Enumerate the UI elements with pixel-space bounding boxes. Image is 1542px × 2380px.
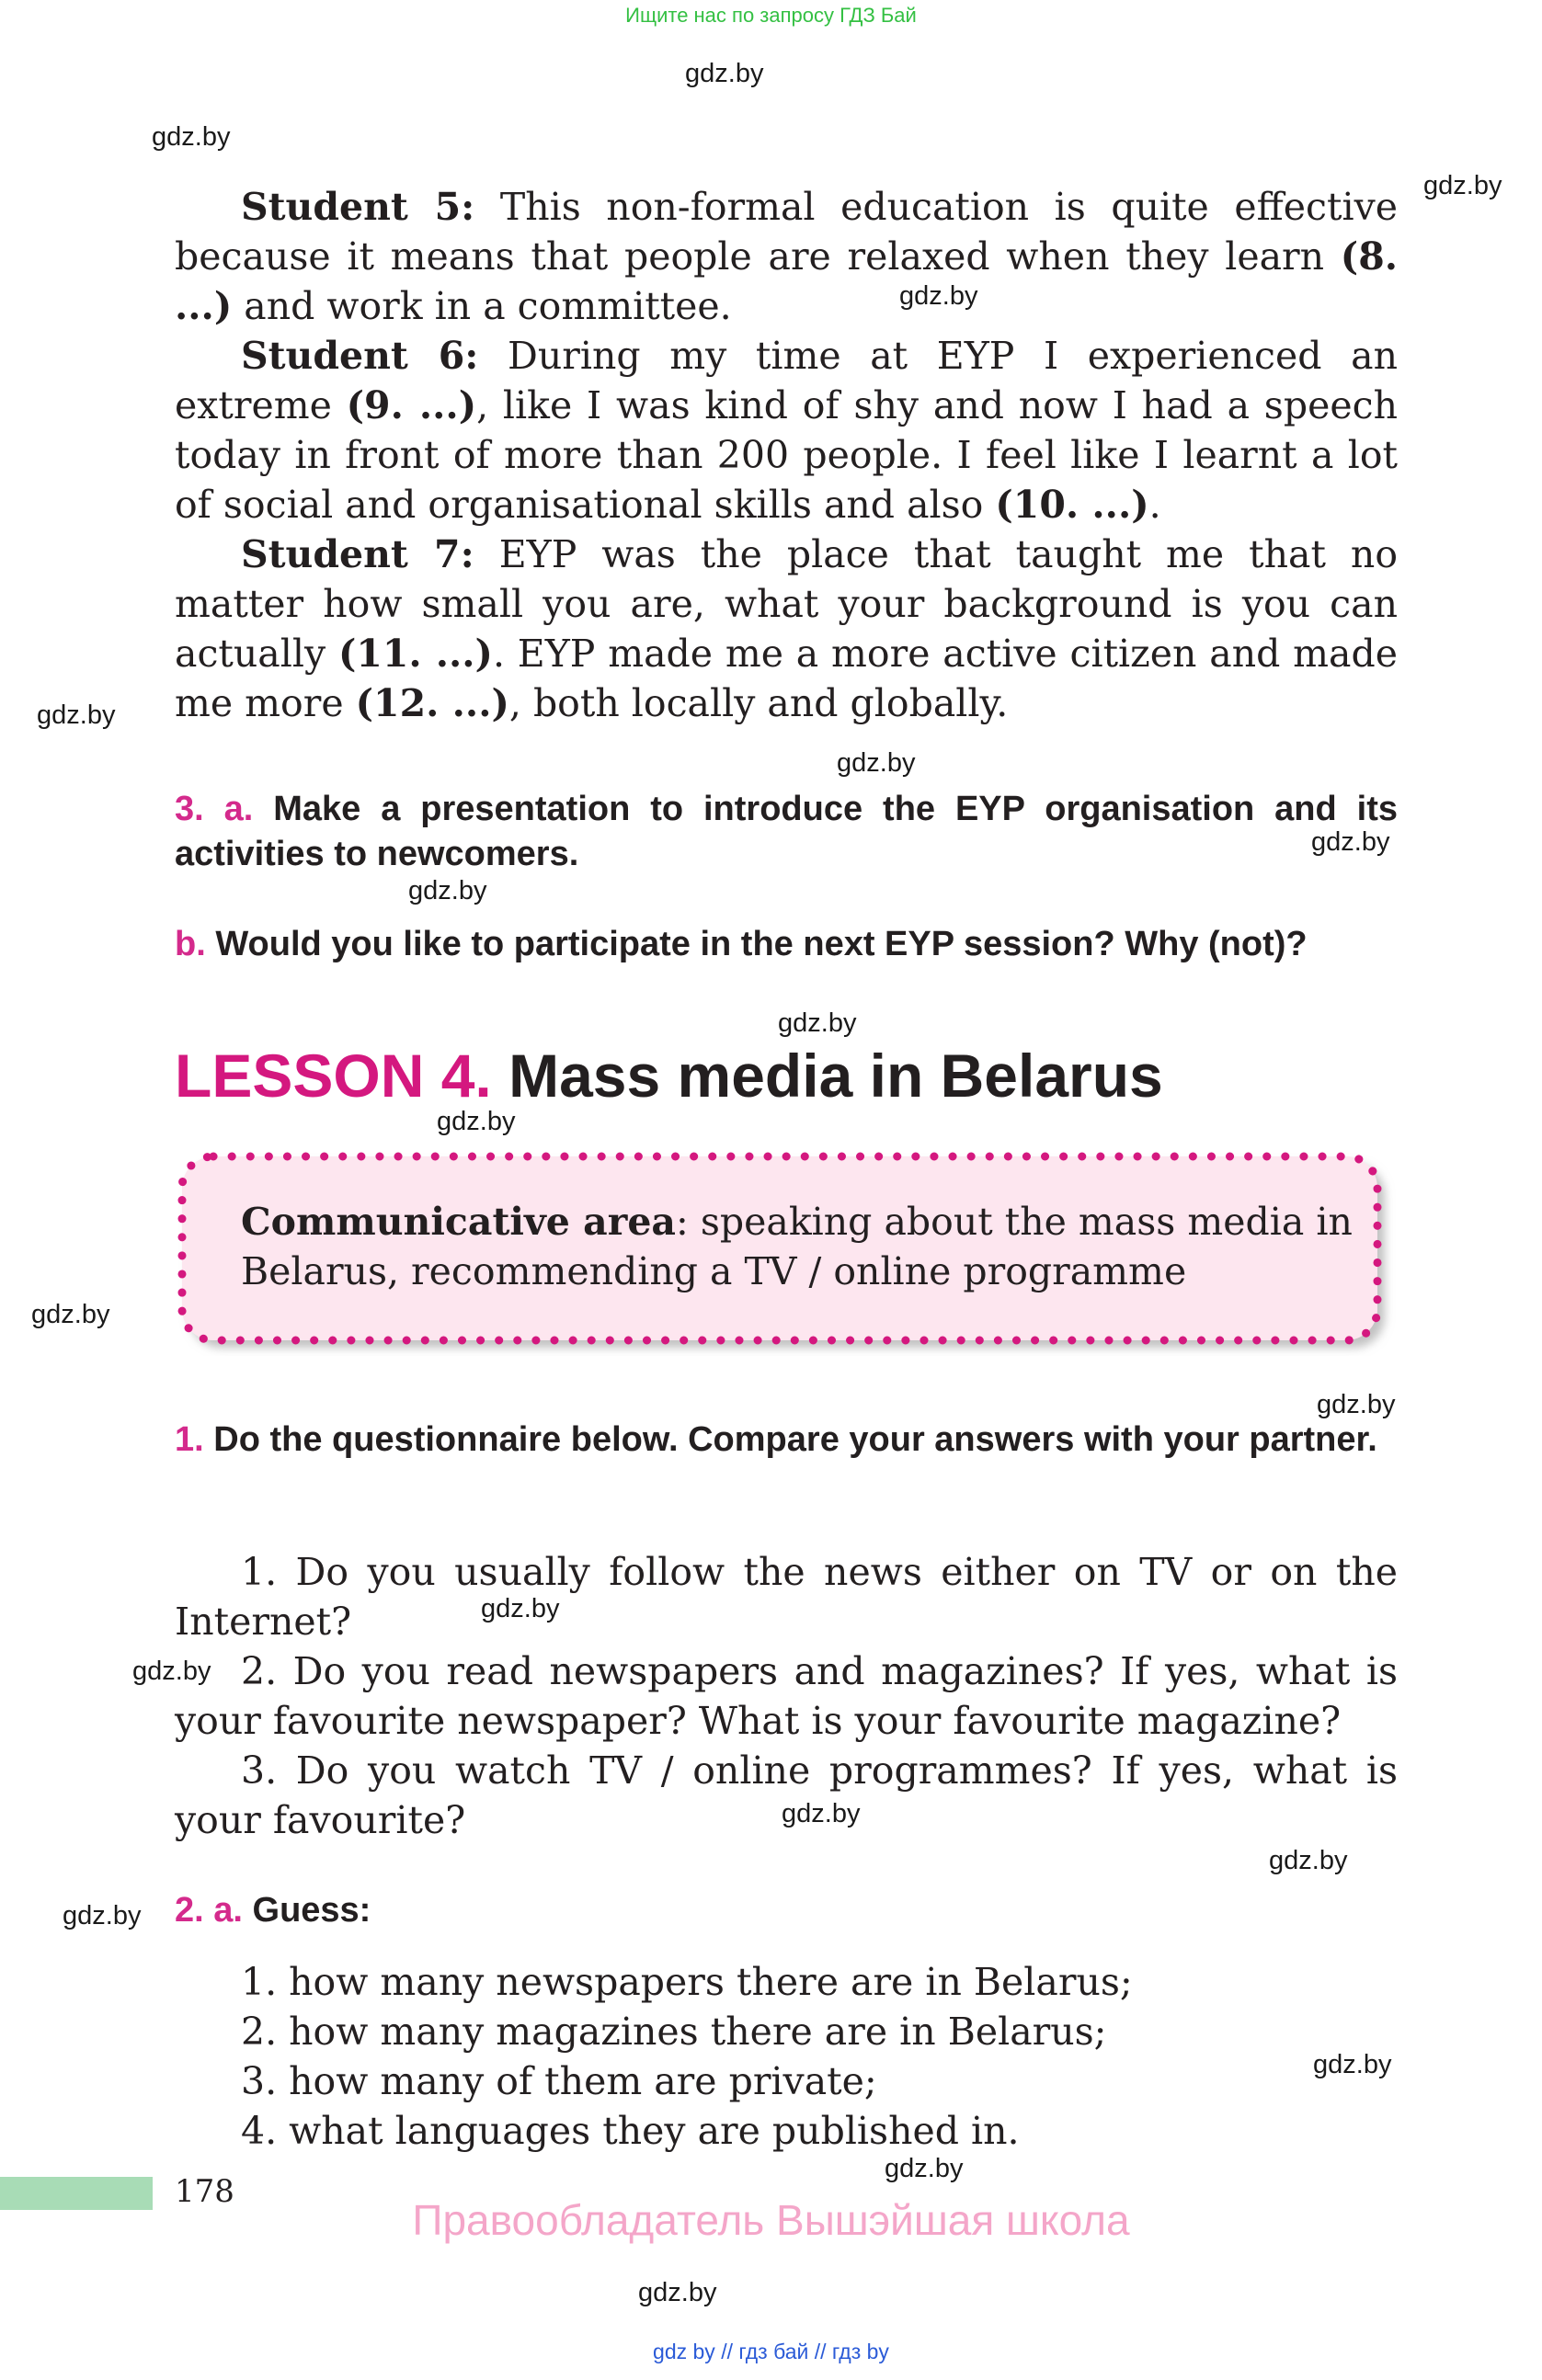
guess-list [175, 1957, 1398, 2156]
student-texts [175, 182, 1398, 728]
task-1: 1. Do the questionnaire below. Compare your answers with your partner. [175, 1420, 1377, 1459]
watermark: gdz.by [1317, 1390, 1396, 1419]
footer-links[interactable]: gdz by // гдз бай // гдз by [653, 2340, 889, 2363]
question-3: 3. Do you watch TV / online programmes? If yes, what is your favourite? [175, 1748, 1398, 1842]
questionnaire [175, 1547, 1398, 1845]
guess-item: 4. what languages they are published in. [241, 2109, 1020, 2153]
watermark: gdz.by [63, 1901, 142, 1930]
communicative-area-text: Communicative area: speaking about the mass media in Belarus, recommending a TV / online programme [241, 1200, 1353, 1293]
student-6-paragraph: Student 6: During my time at EYP I experienced an extreme (9. ...), like I was kind of shy and now I had a speech today in front of more than 200 people. I feel like I learnt a lot of social and organisational skills and also (10. ...). [175, 334, 1398, 527]
student-7-paragraph: Student 7: EYP was the place that taught me that no matter how small you are, what your background is you can actually (11. ...). EYP made me a more active citizen and made me more (12. ...), both locally and globally. [175, 532, 1399, 725]
task-2a: 2. a. Guess: [175, 1891, 371, 1930]
watermark: gdz.by [37, 700, 116, 730]
watermark: gdz.by [31, 1300, 110, 1329]
question-2: 2. Do you read newspapers and magazines? If yes, what is your favourite newspaper? What is your favourite magazine? [175, 1649, 1398, 1743]
watermark: gdz.by [1313, 2050, 1392, 2079]
page-number: 178 [175, 2173, 234, 2210]
watermark: gdz.by [899, 281, 978, 311]
task-3b: b. Would you like to participate in the next EYP session? Why (not)? [175, 925, 1308, 963]
watermark: gdz.by [481, 1594, 560, 1623]
watermark: gdz.by [132, 1657, 211, 1686]
watermark: gdz.by [885, 2154, 964, 2183]
watermark: gdz.by [685, 59, 764, 88]
watermark: gdz.by [152, 122, 231, 152]
watermark: gdz.by [1269, 1846, 1348, 1875]
lesson-heading: LESSON 4. Mass media in Belarus [175, 1042, 1163, 1110]
student-5-paragraph: Student 5: This non-formal education is quite effective because it means that people are relaxed when they learn (8. ...) and work in a committee. [175, 185, 1399, 328]
guess-item: 3. how many of them are private; [241, 2059, 877, 2103]
watermark: gdz.by [837, 748, 916, 778]
question-1: 1. Do you usually follow the news either on TV or on the Internet? [175, 1550, 1398, 1644]
top-banner[interactable]: Ищите нас по запросу ГДЗ Бай [625, 4, 917, 27]
guess-item: 2. how many magazines there are in Belarus; [241, 2010, 1107, 2054]
watermark: gdz.by [778, 1008, 857, 1038]
watermark: gdz.by [1311, 827, 1390, 857]
copyright-owner: Правообладатель Вышэйшая школа [412, 2196, 1130, 2244]
watermark: gdz.by [1423, 171, 1502, 200]
task-3a: 3. a. Make a presentation to introduce the EYP organisation and its activities to newcomers. [175, 790, 1398, 873]
communicative-area-box [175, 1149, 1398, 1356]
watermark: gdz.by [638, 2278, 717, 2307]
guess-item: 1. how many newspapers there are in Belarus; [241, 1960, 1133, 2004]
watermark: gdz.by [782, 1799, 861, 1828]
watermark: gdz.by [437, 1107, 516, 1136]
watermark: gdz.by [408, 876, 487, 905]
